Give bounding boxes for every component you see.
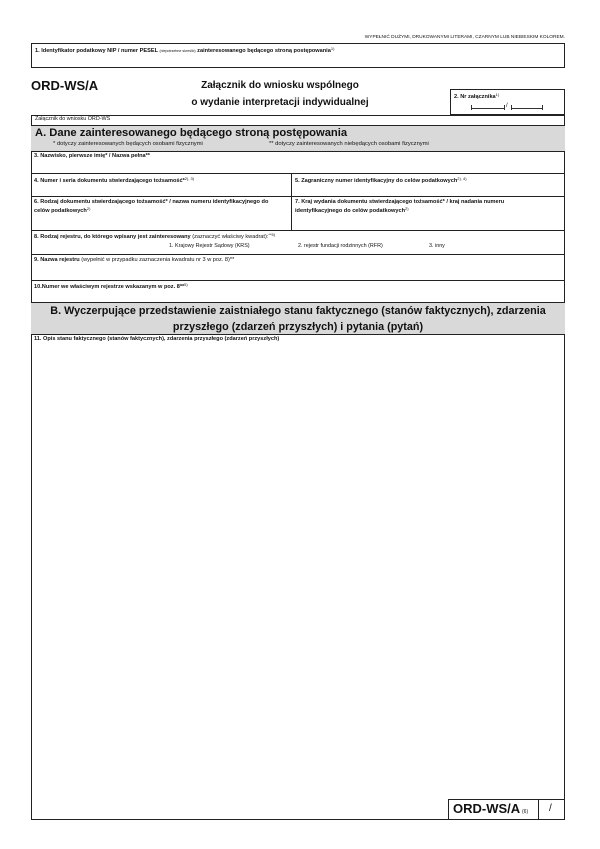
field-foreign-tax-id-label: 5. Zagraniczny numer identyfikacyjny do celów podatkowych$^{2), 4)}$ [295, 176, 467, 184]
section-a-note-2: ** dotyczy zainteresowanych niebędących osobami fizycznymi [269, 141, 429, 147]
field-id-document-type-label: 6. Rodzaj dokumentu stwierdzającego tożsamość* / nazwa numeru identyfikacyjnego do celów podatkowych$^{2)}$ [34, 199, 269, 214]
field-register-name[interactable] [31, 255, 565, 281]
section-a-note-1: * dotyczy zainteresowanych będących osobami fizycznymi [53, 141, 203, 147]
field-issuing-country[interactable] [292, 197, 565, 231]
field-id-document-type[interactable] [31, 197, 292, 231]
register-option-rfr[interactable]: 2. rejestr fundacji rodzinnych (RFR) [298, 243, 383, 249]
form-title-line2: o wydanie interpretacji indywidualnej [191, 97, 369, 108]
section-b-header [31, 303, 565, 335]
register-option-krs[interactable]: 1. Krajowy Rejestr Sądowy (KRS) [169, 243, 250, 249]
form-title-line1: Załącznik do wniosku wspólnego [201, 80, 359, 91]
attachment-number-slots: / [471, 105, 551, 111]
section-b-title: B. Wyczerpujące przedstawienie zaistniałego stanu faktycznego (stanów faktycznych), zdarzenia przyszłego (zdarzeń przyszłych) i pytania (pytań) [50, 305, 546, 333]
section-a-title: A. Dane zainteresowanego będącego stroną postępowania [35, 127, 348, 139]
field-id-document-number[interactable] [31, 174, 292, 197]
footer-page-separator: / [549, 803, 552, 814]
field-name-label: 3. Nazwisko, pierwsze imię* / Nazwa pełna** [34, 153, 150, 159]
field-foreign-tax-id[interactable] [292, 174, 565, 197]
field-facts-description[interactable] [31, 335, 565, 820]
field-tax-id-label: 1. Identyfikator podatkowy NIP / numer PESEL (niepotrzebne skreślić) zainteresowanego będącego stroną postępowania$^{1)}$ [35, 46, 335, 54]
field-issuing-country-label: 7. Kraj wydania dokumentu stwierdzającego tożsamość* / kraj nadania numeru identyfikacyjnego do celów podatkowych$^{2)}$ [295, 199, 505, 214]
field-attachment-number-label: 2. Nr załącznika$^{1)}$ [454, 92, 500, 100]
footer-code-cell: ORD-WS/A (6) [449, 800, 539, 820]
attachment-note: Załącznik do wniosku ORD-WS [35, 116, 111, 122]
form-code: ORD-WS/A [31, 78, 99, 93]
field-register-type [31, 231, 565, 255]
field-register-type-label: 8. Rodzaj rejestru, do którego wpisany jest zainteresowany (zaznaczyć właściwy kwadrat):$^{**5)}$ [34, 232, 276, 240]
field-register-number-label: 10.Numer we właściwym rejestrze wskazanym w poz. 8**$^{5)}$ [34, 282, 188, 290]
field-tax-id[interactable] [31, 43, 565, 68]
field-register-name-label: 9. Nazwa rejestru (wypełnić w przypadku zaznaczenia kwadratu nr 3 w poz. 8)** [34, 257, 235, 263]
top-note: WYPEŁNIĆ DUŻYMI, DRUKOWANYMI LITERAMI, CZARNYM LUB NIEBIESKIM KOLOREM. [364, 35, 565, 40]
field-register-number[interactable] [31, 281, 565, 303]
section-a-header [31, 125, 565, 152]
field-name[interactable] [31, 152, 565, 174]
footer-form-code [448, 799, 565, 820]
field-facts-description-label: 11. Opis stanu faktycznego (stanów faktycznych), zdarzenia przyszłego (zdarzeń przyszłych) [34, 336, 280, 342]
field-attachment-number[interactable] [450, 89, 565, 115]
field-id-document-number-label: 4. Numer i seria dokumentu stwierdzającego tożsamość*$^{2), 3)}$ [34, 176, 195, 184]
register-option-other[interactable]: 3. inny [429, 243, 445, 249]
